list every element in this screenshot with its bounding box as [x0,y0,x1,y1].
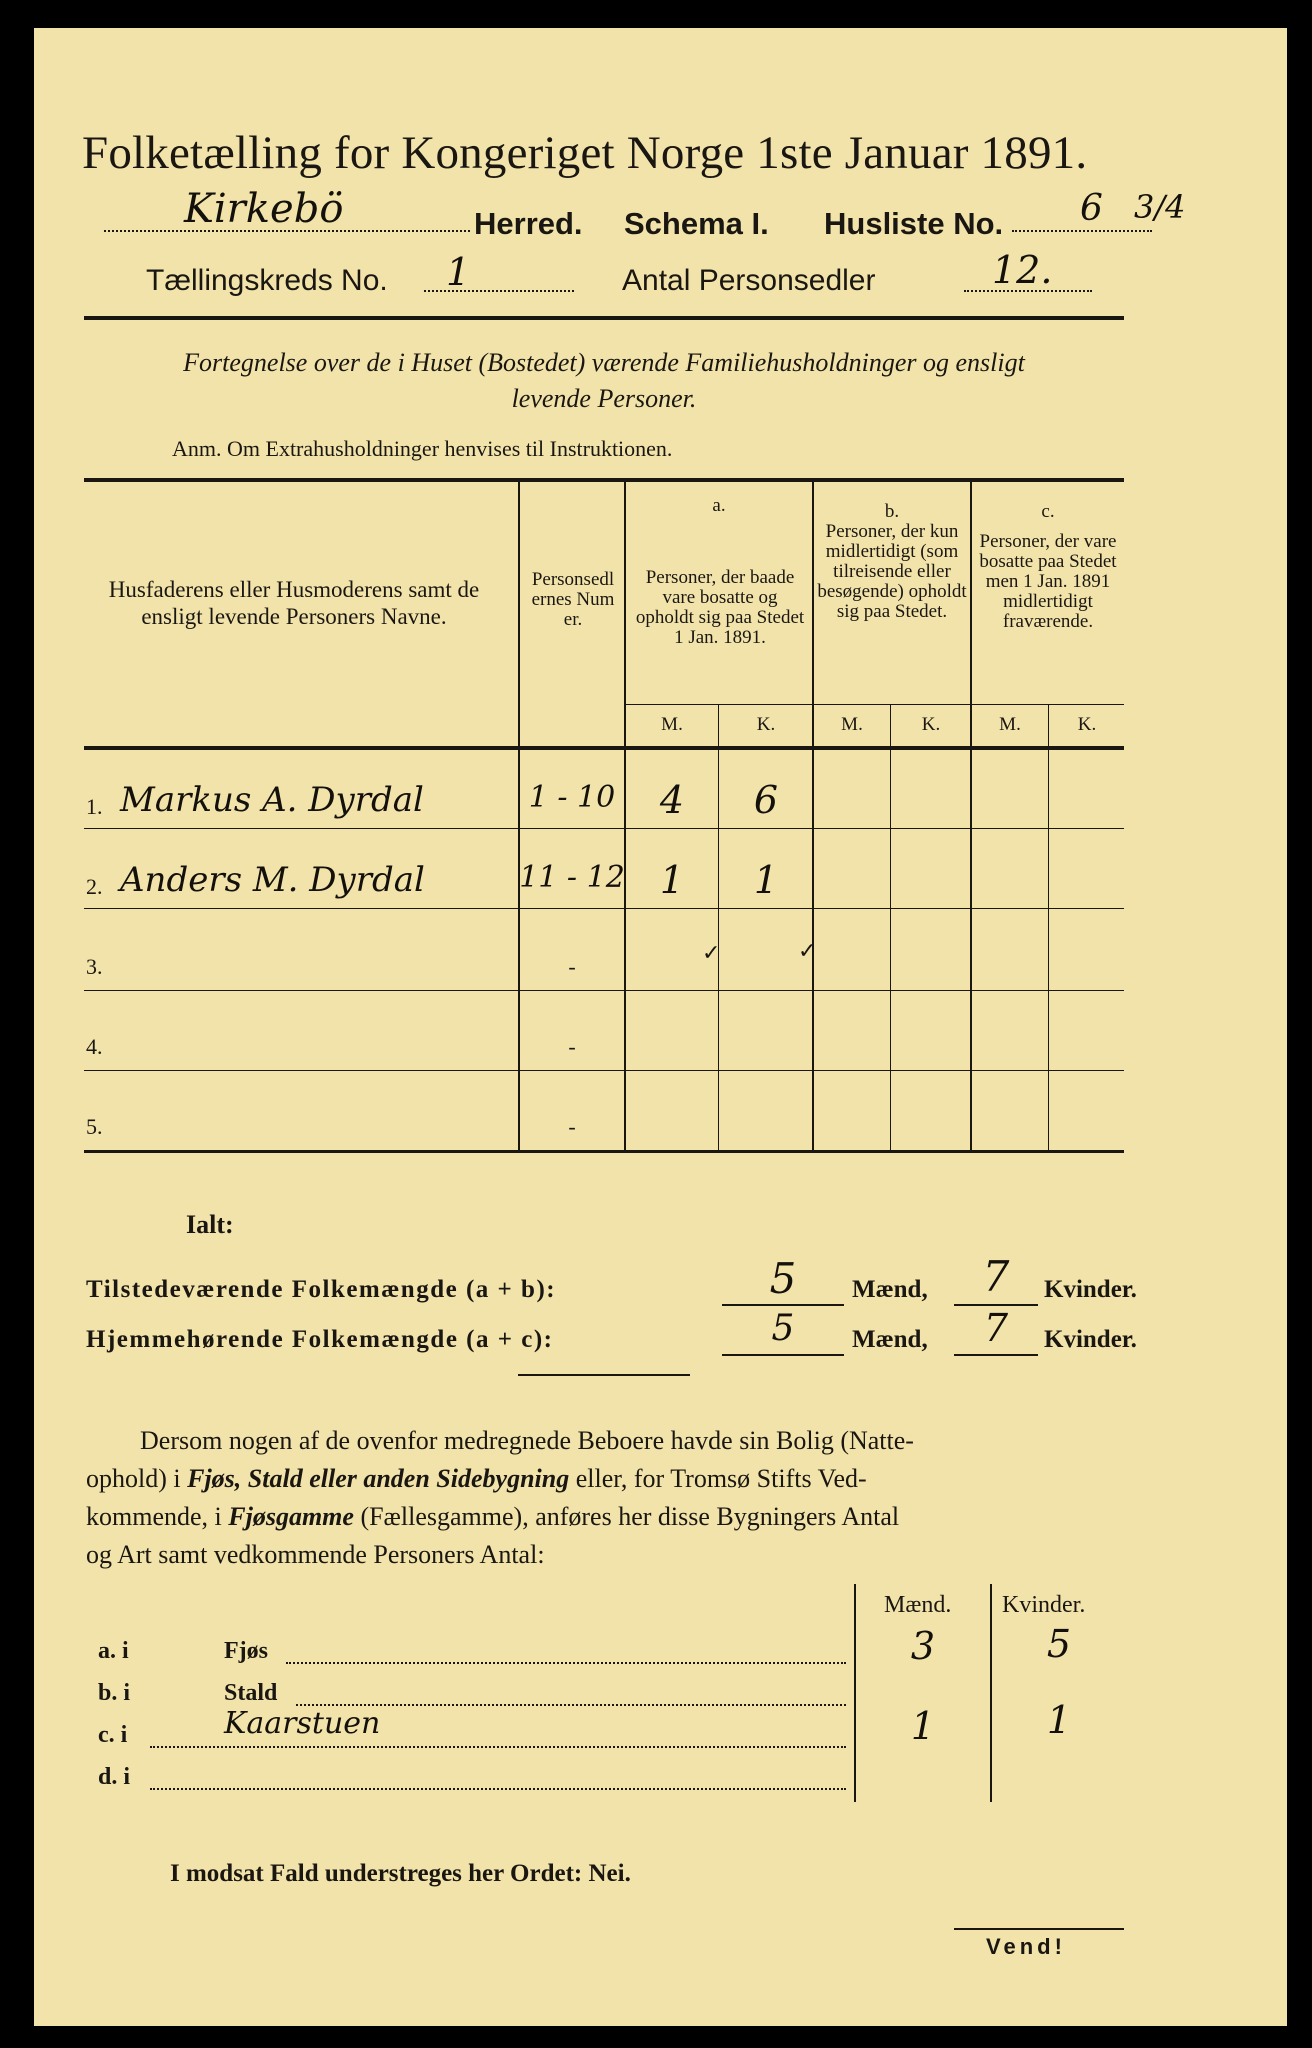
totals-line-2-maend-rule [722,1354,844,1356]
building-row-b-letter: b. i [98,1680,131,1706]
col-header-names: Husfaderens eller Husmoderens samt de ensligt levende Personers Navne. [108,577,480,629]
building-row-a-label: Fjøs [224,1638,268,1664]
buildings-maend-header: Mænd. [884,1592,952,1618]
totals-line-2-kvinder: 7 [983,1306,1009,1350]
totals-line-1-maend: 5 [769,1254,797,1303]
building-row-c-dots [150,1746,846,1748]
sub-header-b-m: M. [841,714,863,735]
husliste-value: 6 [1080,188,1103,229]
table-header-bottom-rule [84,746,1124,750]
sub-header-a-k: K. [756,714,776,735]
totals-line-1-kvinder: 7 [982,1252,1010,1301]
table-row-2-a-m: 1 [659,858,685,902]
herred-label: Herred. [474,206,583,241]
anm-note: Anm. Om Extrahusholdninger henvises til Instruktionen. [172,436,673,461]
building-row-d-letter: d. i [98,1764,131,1790]
intro-line-2: levende Personer. [511,384,697,413]
totals-line-2-kvinder-word: Kvinder. [1044,1326,1137,1353]
section-divider [518,1374,690,1376]
totals-line-1-kvinder-word: Kvinder. [1044,1276,1137,1303]
buildings-kvinder-header: Kvinder. [1002,1592,1086,1618]
table-row-2-no: 2. [86,874,103,899]
personsedler-value: 12. [992,248,1053,292]
paragraph-line-2c: eller, for Tromsø Stifts Ved- [569,1464,867,1493]
table-row-2-numer: 11 - 12 [519,860,625,895]
sub-header-b-k: K. [921,714,941,735]
col-header-b-letter: b. [884,501,900,522]
personsedler-label: Antal Personsedler [622,264,876,297]
table-row-1-numer: 1 - 10 [528,780,616,815]
totals-line-2-maend: 5 [771,1308,795,1349]
row-rule-4 [84,1070,1124,1071]
checkmark-a-m: ✓ [702,940,721,965]
husliste-label: Husliste No. [824,206,1004,241]
table-row-5-no: 5. [86,1114,103,1139]
ialt-label: Ialt: [186,1210,234,1239]
paragraph-line-2b: Fjøs, Stald eller anden Sidebygning [187,1464,570,1493]
mk-subheader-rule [624,704,1124,705]
vend-rule [954,1928,1124,1930]
col-header-c-letter: c. [1041,501,1055,522]
sub-header-c-k: K. [1077,714,1097,735]
table-row-1-a-m: 4 [659,778,685,822]
row-rule-2 [84,908,1124,909]
husliste-dotted-line [1012,230,1152,232]
totals-line-1-label: Tilstedeværende Folkemængde (a + b): [86,1276,557,1303]
totals-line-2-maend-word: Mænd, [852,1326,928,1353]
nei-line: I modsat Fald understreges her Ordet: Nei. [170,1860,631,1887]
buildings-divider-2 [990,1584,992,1802]
table-bottom-rule [84,1150,1124,1153]
sub-header-a-m: M. [661,714,683,735]
building-row-a-kvinder: 5 [1046,1622,1072,1666]
schema-label: Schema I. [624,206,769,241]
col-divider-ck [1048,704,1049,1150]
kreds-label: Tællingskreds No. [146,264,388,297]
totals-line-1-maend-word: Mænd, [852,1276,928,1303]
col-header-b: Personer, der kun midlertidigt (som tilreisende eller besøgende) opholdt sig paa Stedet. [817,521,967,622]
col-header-numer: Personsedlernes Numer. [531,569,615,630]
intro-line-1: Fortegnelse over de i Huset (Bostedet) værende Familiehusholdninger og ensligt [183,348,1025,377]
table-row-1-name: Markus A. Dyrdal [120,780,424,820]
paragraph-line-3a: kommende, i [86,1502,229,1531]
row-rule-1 [84,828,1124,829]
table-row-3-no: 3. [86,954,103,979]
table-row-1-a-k: 6 [753,778,779,822]
table-row-5-numer: - [568,1114,576,1139]
col-header-a: Personer, der baade vare bosatte og opholdt sig paa Stedet 1 Jan. 1891. [635,567,805,648]
kreds-value: 1 [446,250,471,294]
col-divider-ak [718,704,719,1150]
building-row-a-maend: 3 [910,1624,936,1668]
checkmark-a-k: ✓ [798,938,817,963]
col-header-a-letter: a. [712,495,726,516]
paragraph-line-1-text: Dersom nogen af de ovenfor medregnede Beboere havde sin Bolig (Natte- [140,1426,914,1455]
census-form-page [34,28,1287,2026]
table-top-rule [84,478,1124,482]
totals-line-2-label: Hjemmehørende Folkemængde (a + c): [86,1326,554,1353]
totals-line-2-kvinder-rule [954,1354,1038,1356]
row-rule-3 [84,990,1124,991]
paragraph-line-3c: (Fællesgamme), anføres her disse Bygningers Antal [353,1502,900,1531]
paragraph-line-1 [140,1426,914,1456]
building-row-a-letter: a. i [98,1638,129,1664]
husliste-suffix: 3/4 [1134,188,1186,226]
col-divider-bk [890,704,891,1150]
vend-label: Vend! [986,1934,1066,1959]
building-row-c-maend: 1 [910,1704,936,1748]
paragraph-line-3 [86,1502,899,1532]
building-row-b-label: Stald [224,1680,278,1706]
paragraph-line-2a: ophold) i [86,1464,188,1493]
building-row-d-dots [150,1788,846,1790]
paragraph-line-4-text: og Art samt vedkommende Personers Antal: [86,1540,545,1569]
table-row-2-name: Anders M. Dyrdal [120,860,425,900]
form-title: Folketælling for Kongeriget Norge 1ste Januar 1891. [82,127,1088,179]
table-row-1-no: 1. [86,794,103,819]
table-row-2-a-k: 1 [753,858,779,902]
building-row-a-dots [286,1662,846,1664]
paragraph-line-4 [86,1540,545,1570]
paragraph-line-3b: Fjøsgamme [228,1502,354,1531]
table-row-4-numer: - [568,1034,576,1059]
building-row-c-kvinder: 1 [1046,1698,1072,1742]
header-double-rule [84,316,1124,320]
table-row-3-numer: - [568,954,576,979]
herred-value: Kirkebö [184,186,344,232]
col-header-c: Personer, der vare bosatte paa Stedet men 1 Jan. 1891 midlertidigt fraværende. [979,531,1117,632]
totals-line-1-maend-rule [722,1304,844,1306]
building-row-c-letter: c. i [98,1722,128,1748]
table-row-4-no: 4. [86,1034,103,1059]
buildings-divider-1 [854,1584,856,1802]
building-row-c-label: Kaarstuen [224,1706,381,1741]
col-divider-4 [970,480,972,1150]
col-divider-3 [812,480,814,1150]
paragraph-line-2 [86,1464,867,1494]
sub-header-c-m: M. [999,714,1021,735]
